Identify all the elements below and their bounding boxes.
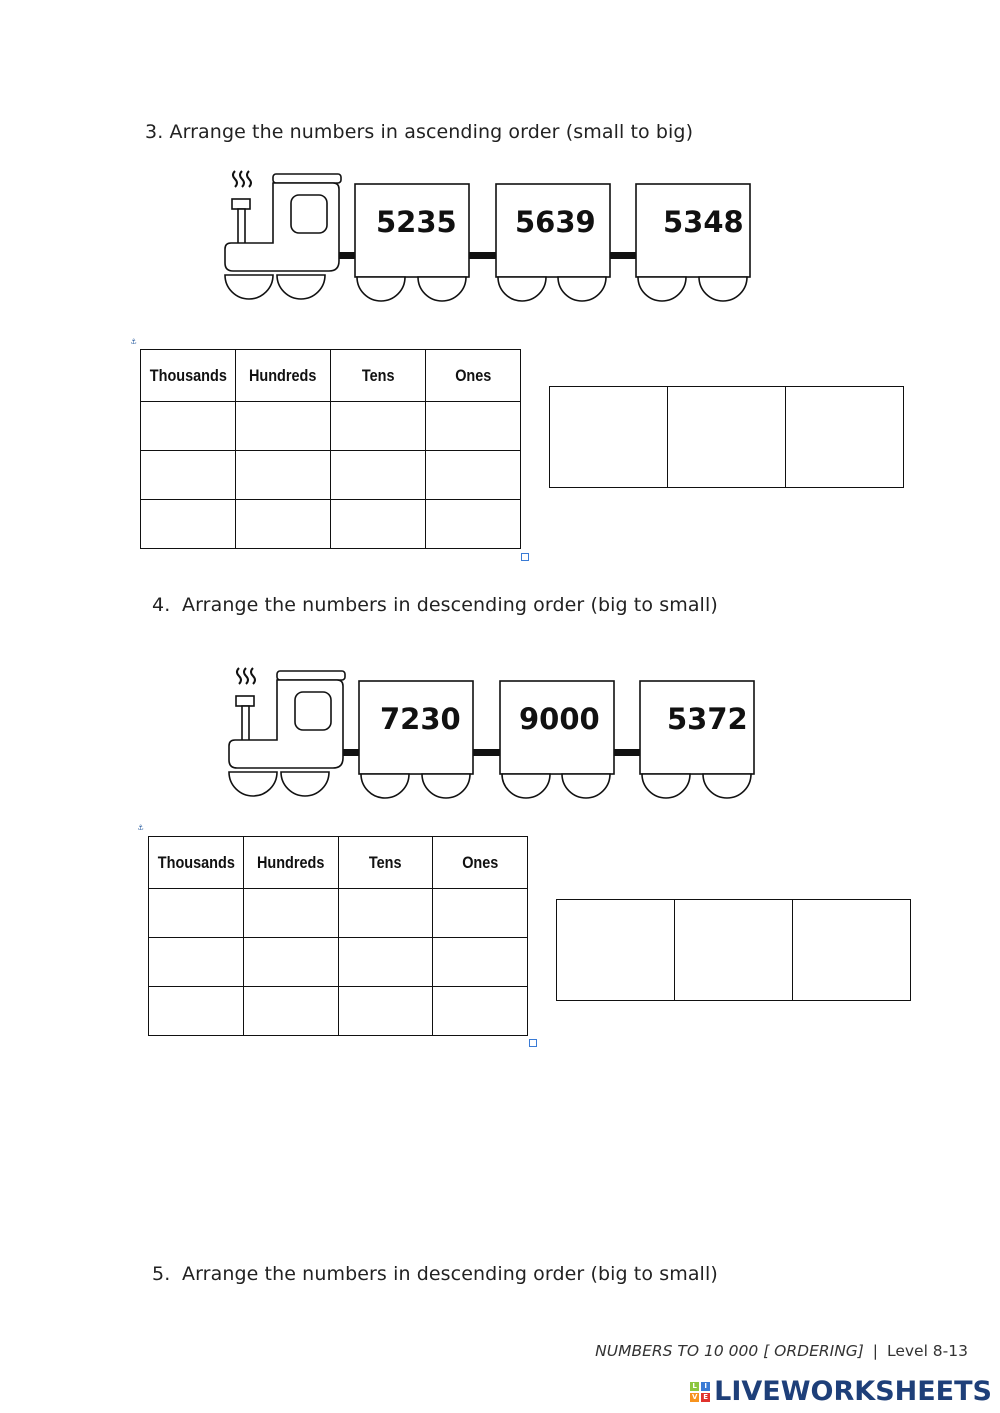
answer-cell[interactable]: [338, 889, 433, 938]
answer-cell[interactable]: [338, 987, 433, 1036]
question-text: Arrange the numbers in descending order (big to small): [182, 1263, 718, 1285]
column-header-ones: Ones: [426, 350, 521, 402]
footer-level: Level 8-13: [886, 1342, 968, 1360]
answer-cell[interactable]: [149, 889, 244, 938]
answer-cell[interactable]: [236, 402, 331, 451]
wagon-number: 5372: [667, 702, 748, 736]
logo-text: LIVEWORKSHEETS: [714, 1376, 992, 1407]
answer-cell[interactable]: [426, 500, 521, 549]
wagon-number: 5348: [663, 205, 744, 239]
answer-cell[interactable]: [141, 451, 236, 500]
answer-box[interactable]: [550, 387, 668, 487]
answer-cell[interactable]: [141, 402, 236, 451]
answer-box[interactable]: [786, 387, 903, 487]
answer-cell[interactable]: [426, 451, 521, 500]
table-row: [149, 938, 528, 987]
anchor-marker: ⚓: [131, 337, 137, 347]
question-text: Arrange the numbers in descending order (big to small): [182, 594, 718, 616]
question-3-text: 3. Arrange the numbers in ascending order (small to big): [145, 121, 694, 143]
question-number: 5.: [152, 1263, 171, 1285]
anchor-marker: ⚓: [138, 823, 144, 833]
column-header-thousands: Thousands: [141, 350, 236, 402]
answer-cell[interactable]: [149, 938, 244, 987]
question-5-label: [152, 1263, 718, 1285]
column-header-hundreds: Hundreds: [243, 837, 338, 889]
column-header-tens: Tens: [331, 350, 426, 402]
wagon-number: 7230: [380, 702, 461, 736]
footer-title: NUMBERS TO 10 000 [ ORDERING]: [595, 1342, 864, 1360]
table-row: [141, 500, 521, 549]
question-3-label: [145, 121, 693, 143]
column-header-tens: Tens: [338, 837, 433, 889]
column-header-thousands: Thousands: [149, 837, 244, 889]
wagon-number: 5639: [515, 205, 596, 239]
answer-box[interactable]: [668, 387, 786, 487]
liveworksheets-logo: [690, 1376, 992, 1407]
answer-cell[interactable]: [243, 987, 338, 1036]
resize-handle: [529, 1039, 537, 1047]
answer-cell[interactable]: [331, 500, 426, 549]
answer-cell[interactable]: [243, 889, 338, 938]
answer-boxes-q4: [556, 899, 911, 1001]
place-value-table-q3: [140, 349, 521, 549]
question-number: 4.: [152, 594, 171, 616]
answer-boxes-q3: [549, 386, 904, 488]
table-row: [149, 889, 528, 938]
answer-cell[interactable]: [331, 451, 426, 500]
answer-cell[interactable]: [433, 889, 528, 938]
train-illustration-q3: [215, 167, 760, 307]
logo-mark-icon: L I V E: [690, 1382, 710, 1402]
train-illustration-q4: [219, 664, 764, 804]
answer-cell[interactable]: [433, 938, 528, 987]
answer-cell[interactable]: [149, 987, 244, 1036]
answer-cell[interactable]: [141, 500, 236, 549]
resize-handle: [521, 553, 529, 561]
column-header-ones: Ones: [433, 837, 528, 889]
answer-box[interactable]: [793, 900, 910, 1000]
answer-cell[interactable]: [236, 500, 331, 549]
answer-cell[interactable]: [433, 987, 528, 1036]
answer-cell[interactable]: [338, 938, 433, 987]
answer-box[interactable]: [675, 900, 793, 1000]
table-row: [149, 987, 528, 1036]
page-footer: [595, 1342, 968, 1360]
table-row: [141, 451, 521, 500]
wagon-number: 5235: [376, 205, 457, 239]
footer-separator: |: [872, 1342, 879, 1360]
column-header-hundreds: Hundreds: [236, 350, 331, 402]
answer-cell[interactable]: [243, 938, 338, 987]
answer-cell[interactable]: [426, 402, 521, 451]
place-value-table-q4: [148, 836, 528, 1036]
answer-box[interactable]: [557, 900, 675, 1000]
question-4-label: [152, 594, 718, 616]
answer-cell[interactable]: [331, 402, 426, 451]
table-row: [141, 402, 521, 451]
wagon-number: 9000: [519, 702, 600, 736]
answer-cell[interactable]: [236, 451, 331, 500]
